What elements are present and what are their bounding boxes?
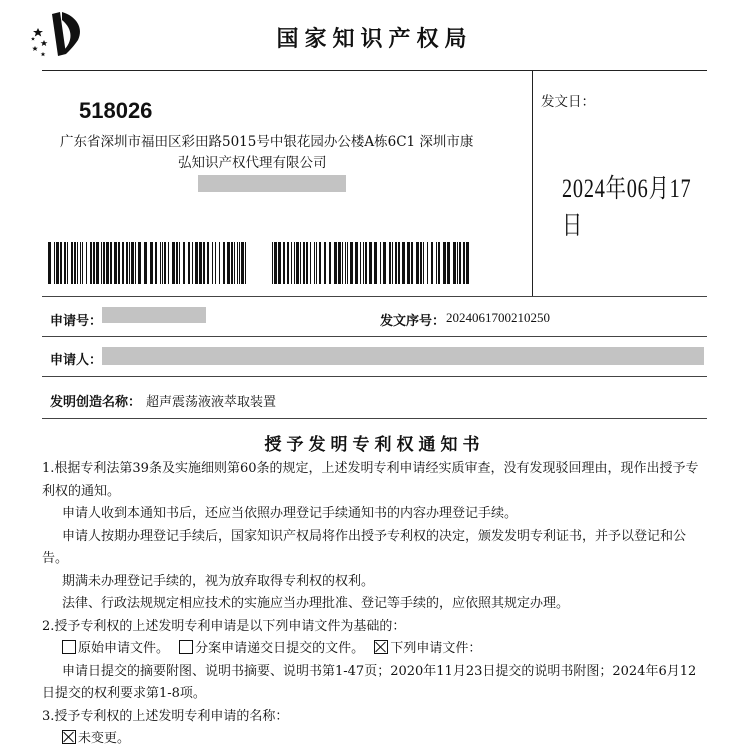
barcode-bar xyxy=(360,242,361,284)
barcode-bar xyxy=(203,242,205,284)
barcode-bar xyxy=(402,242,405,284)
paragraph-7: 申请日提交的摘要附图、说明书摘要、说明书第1-47页；2020年11月23日提交的说明书附图；2024年6月12日提交的权利要求第1-8项。 xyxy=(42,663,697,701)
barcode-bar xyxy=(411,242,413,284)
invention-name: 超声震荡液液萃取装置 xyxy=(146,395,277,410)
barcode-bar xyxy=(294,242,295,284)
barcode-bar xyxy=(350,242,353,284)
barcode-bar xyxy=(310,242,311,284)
barcode-bar xyxy=(407,242,410,284)
barcode-bar xyxy=(329,242,331,284)
barcode-bar xyxy=(436,242,437,284)
checkbox-original-icon xyxy=(62,640,76,654)
barcode-bar xyxy=(195,242,198,284)
address-line-2: 弘知识产权代理有限公司 xyxy=(178,155,327,171)
barcode-bar xyxy=(138,242,141,284)
barcode-bar xyxy=(363,242,364,284)
basis-options xyxy=(42,638,707,661)
barcode-bar xyxy=(199,242,202,284)
option-divisional: 分案申请递交日提交的文件。 xyxy=(195,641,365,656)
barcode-bar xyxy=(466,242,469,284)
barcode-bar xyxy=(54,242,55,284)
applicant-label: 申请人： xyxy=(50,353,103,368)
barcode-bar xyxy=(122,242,124,284)
barcode-bar xyxy=(176,242,178,284)
barcode-bar xyxy=(150,242,153,284)
redacted-recipient-name xyxy=(198,175,346,192)
barcode-bar xyxy=(272,242,273,284)
divider xyxy=(42,376,707,377)
paragraph-6: 2.授予专利权的上述发明专利申请是以下列申请文件为基础的： xyxy=(42,618,406,634)
barcode-bar xyxy=(106,242,109,284)
barcode-bar xyxy=(90,242,92,284)
barcode-bar xyxy=(431,242,433,284)
barcode-bar xyxy=(160,242,161,284)
barcode-bar xyxy=(374,242,377,284)
barcode-bar xyxy=(223,242,225,284)
barcode-bar xyxy=(334,242,337,284)
barcode-bar xyxy=(64,242,66,284)
redacted-application-no xyxy=(102,307,206,323)
barcode-bar xyxy=(155,242,157,284)
barcode-bar xyxy=(207,242,209,284)
barcode-bar xyxy=(77,242,78,284)
barcode-bar xyxy=(164,242,166,284)
divider xyxy=(42,418,707,419)
barcode-bar xyxy=(183,242,185,284)
barcode-bar xyxy=(245,242,246,284)
barcode-bar xyxy=(416,242,419,284)
barcode-bar xyxy=(392,242,393,284)
barcode-bar xyxy=(234,242,235,284)
notice-body xyxy=(42,458,707,751)
option-original: 原始申请文件。 xyxy=(78,641,170,656)
barcode-bar xyxy=(300,242,301,284)
barcode-bar xyxy=(398,242,400,284)
barcode-bar xyxy=(231,242,233,284)
paragraph-1: 1.根据专利法第39条及实施细则第60条的规定，上述发明专利申请经实质审查，没有发现驳回理由，现作出授予专利权的通知。 xyxy=(42,461,699,499)
barcode-bar xyxy=(389,242,391,284)
barcode-bar xyxy=(443,242,446,284)
header-column-divider xyxy=(532,71,533,296)
barcode-bar xyxy=(129,242,130,284)
barcode-bar xyxy=(383,242,386,284)
barcode-bar xyxy=(71,242,73,284)
option-unchanged: 未变更。 xyxy=(78,731,131,746)
issue-date-label: 发文日： xyxy=(541,94,595,110)
barcode-bar xyxy=(179,242,180,284)
barcode-bar xyxy=(135,242,136,284)
barcode-bar xyxy=(447,242,450,284)
barcode-bar xyxy=(48,242,51,284)
barcode-bar xyxy=(80,242,81,284)
barcode-bar xyxy=(215,242,216,284)
barcode-left xyxy=(48,242,248,284)
redacted-applicant xyxy=(102,347,704,365)
application-no-label: 申请号： xyxy=(50,314,103,329)
checkbox-divisional-icon xyxy=(179,640,193,654)
invention-name-label: 发明创造名称： xyxy=(50,395,142,410)
barcode-bar xyxy=(463,242,465,284)
name-option xyxy=(42,728,707,751)
doc-serial-label: 发文序号： xyxy=(380,314,446,329)
barcode-bar xyxy=(291,242,292,284)
barcode-bar xyxy=(274,242,277,284)
barcode-bar xyxy=(56,242,59,284)
barcode-bar xyxy=(453,242,456,284)
issue-date: 2024年06月17日 xyxy=(562,174,692,240)
barcode-bar xyxy=(212,242,213,284)
barcode-bar xyxy=(110,242,112,284)
barcode-bar xyxy=(283,242,285,284)
header-divider xyxy=(42,70,707,71)
address-line-1: 广东省深圳市福田区彩田路5015号中银花园办公楼A栋6C1 深圳市康 xyxy=(60,134,474,150)
barcode-bar xyxy=(395,242,397,284)
barcode-bar xyxy=(324,242,326,284)
barcode-bar xyxy=(219,242,220,284)
barcode-bar xyxy=(144,242,147,284)
barcode-bar xyxy=(60,242,62,284)
option-listed: 下列申请文件： xyxy=(390,641,482,656)
barcode-bar xyxy=(303,242,305,284)
barcode-bar xyxy=(162,242,163,284)
paragraph-4: 期满未办理登记手续的，视为放弃取得专利权的权利。 xyxy=(62,573,375,589)
barcode-bar xyxy=(342,242,343,284)
barcode-bar xyxy=(241,242,244,284)
barcode-bar xyxy=(287,242,289,284)
notice-title: 授予发明专利权通知书 xyxy=(264,435,485,455)
barcode-bar xyxy=(369,242,372,284)
barcode-bar xyxy=(188,242,190,284)
divider xyxy=(42,296,707,297)
barcode-bar xyxy=(96,242,99,284)
barcode-bar xyxy=(168,242,169,284)
barcode-bar xyxy=(380,242,381,284)
barcode-bar xyxy=(172,242,175,284)
barcode-bar xyxy=(459,242,461,284)
agency-title: 国家知识产权局 xyxy=(276,27,473,52)
barcode-bar xyxy=(239,242,240,284)
barcode-bar xyxy=(131,242,134,284)
barcode-bar xyxy=(67,242,68,284)
barcode-bar xyxy=(126,242,128,284)
barcode-bar xyxy=(93,242,95,284)
barcode-bar xyxy=(347,242,348,284)
barcode-bar xyxy=(192,242,193,284)
postcode: 518026 xyxy=(79,98,153,123)
doc-serial: 2024061700210250 xyxy=(446,310,550,325)
barcode-bar xyxy=(365,242,367,284)
barcode-bar xyxy=(457,242,458,284)
barcode-bar xyxy=(278,242,281,284)
barcode-bar xyxy=(319,242,321,284)
barcode-bar xyxy=(316,242,317,284)
barcode-bar xyxy=(355,242,358,284)
paragraph-8: 3.授予专利权的上述发明专利申请的名称： xyxy=(42,708,289,724)
barcode-bar xyxy=(74,242,76,284)
barcode-bar xyxy=(345,242,346,284)
barcode-bar xyxy=(118,242,120,284)
recipient-address xyxy=(60,132,500,174)
barcode-bar xyxy=(86,242,87,284)
barcode-bar xyxy=(82,242,83,284)
barcode-bar xyxy=(296,242,299,284)
paragraph-5: 法律、行政法规规定相应技术的实施应当办理批准、登记等手续的，应依照其规定办理。 xyxy=(62,596,570,611)
barcode-bar xyxy=(423,242,424,284)
barcode-bar xyxy=(103,242,105,284)
checkbox-listed-checked-icon xyxy=(374,640,388,654)
divider xyxy=(42,336,707,337)
barcode-bar xyxy=(101,242,102,284)
paragraph-2: 申请人收到本通知书后，还应当依照办理登记手续通知书的内容办理登记手续。 xyxy=(62,506,518,521)
barcode-right xyxy=(272,242,472,284)
barcode-bar xyxy=(420,242,422,284)
checkbox-unchanged-checked-icon xyxy=(62,730,76,744)
barcode-bar xyxy=(314,242,315,284)
barcode-bar xyxy=(438,242,440,284)
barcode-bar xyxy=(427,242,428,284)
paragraph-3: 申请人按期办理登记手续后，国家知识产权局将作出授予专利权的决定，颁发发明专利证书，并予以登记和公告。 xyxy=(42,528,687,566)
barcode-bar xyxy=(306,242,308,284)
barcode-bar xyxy=(338,242,341,284)
barcode-bar xyxy=(114,242,117,284)
barcode-bar xyxy=(227,242,230,284)
barcode-bar xyxy=(237,242,238,284)
